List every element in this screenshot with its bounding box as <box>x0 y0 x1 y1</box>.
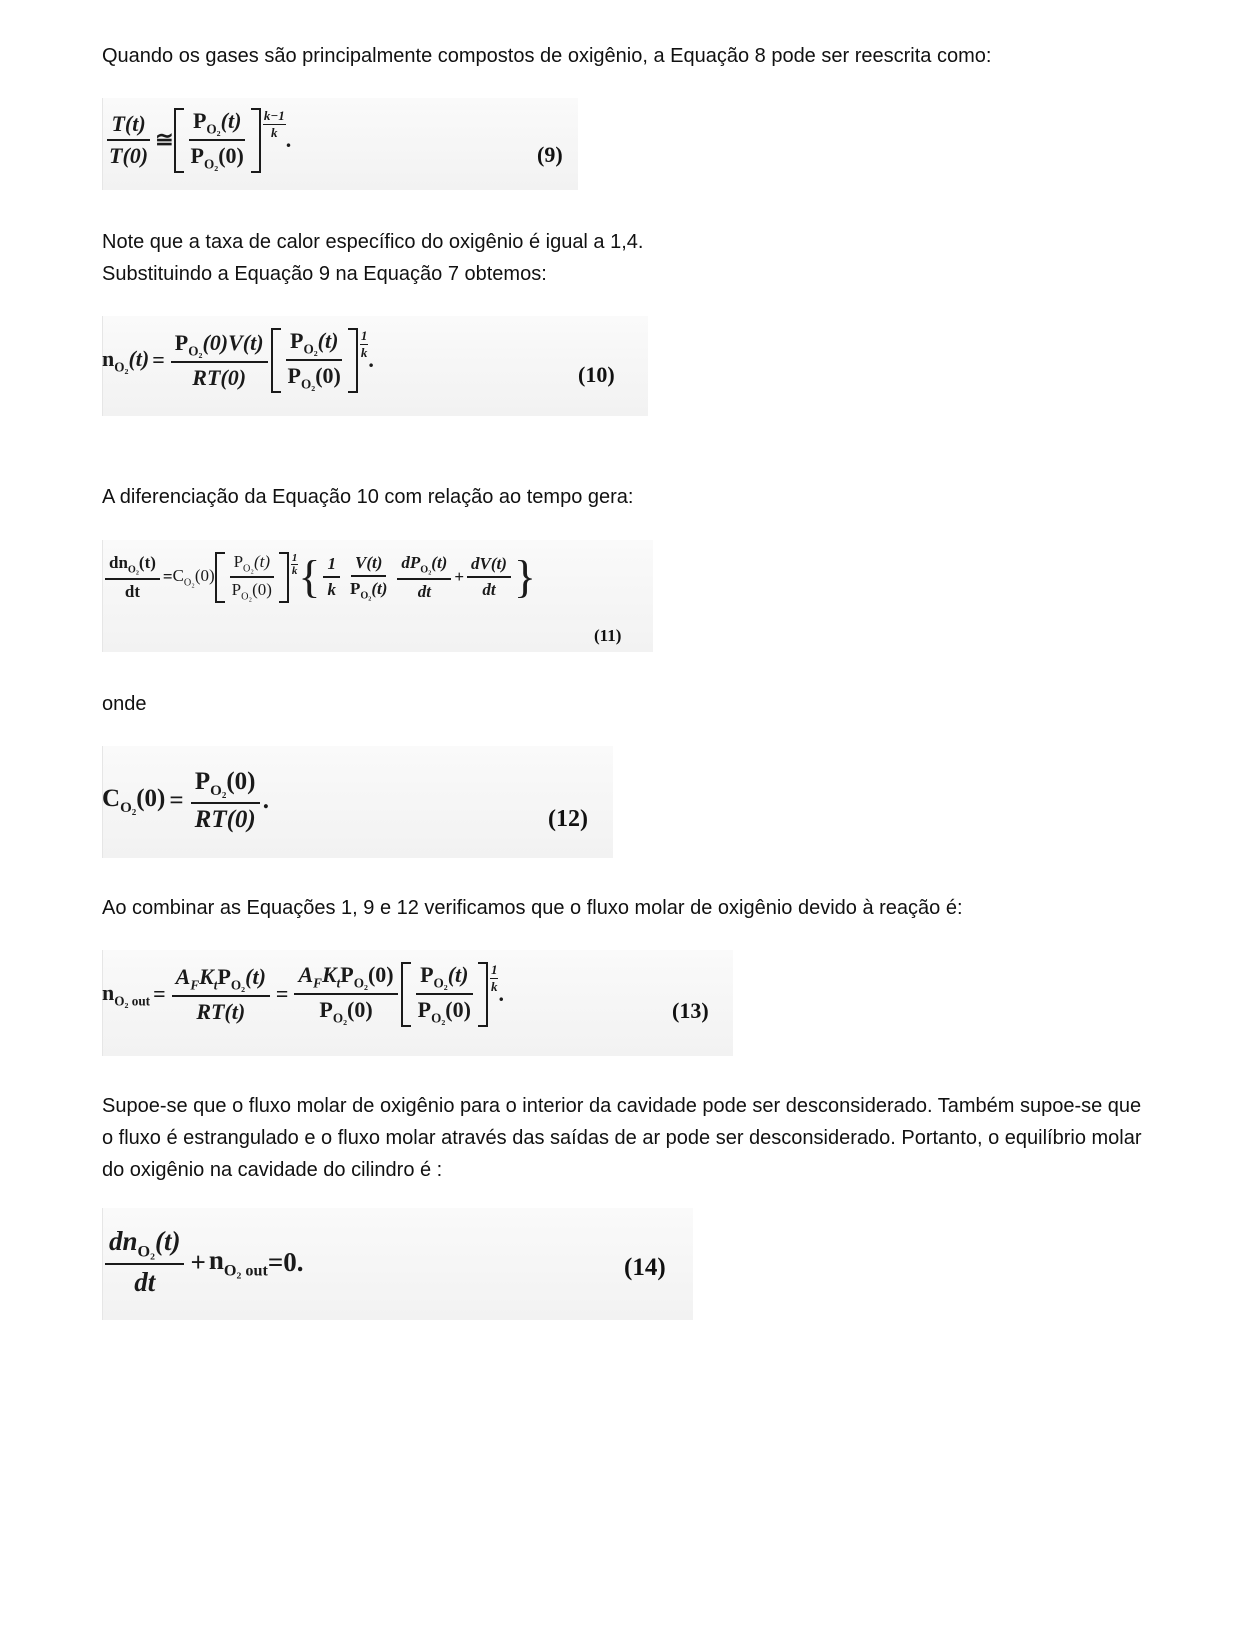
equation-9-number: (9) <box>537 142 563 167</box>
eq13-period: . <box>498 981 504 1007</box>
eq13-pressure-subscript: O₂ <box>230 977 246 993</box>
eq10-bracket-denominator-subscript: O₂ <box>301 376 316 392</box>
eq13-rate-subscript-2: t <box>336 975 341 991</box>
eq11-bracket-numerator-symbol: P <box>233 552 244 571</box>
eq13-fraction-1 <box>172 964 270 1025</box>
eq9-lhs-fraction <box>105 111 152 169</box>
eq10-exponent-numerator: 1 <box>360 328 368 343</box>
eq11-exponent-denominator: k <box>291 565 298 577</box>
eq11-volume-over-pressure <box>346 553 391 601</box>
eq11-exponent <box>291 552 299 577</box>
eq9-exponent <box>263 108 286 141</box>
eq12-period: . <box>262 787 269 814</box>
eq9-bracket-numerator-symbol: P <box>192 108 207 133</box>
eq13-rate-subscript: t <box>213 977 218 993</box>
eq9-bracket-numerator-subscript: O₂ <box>206 121 221 137</box>
eq13-bracket-denominator-arg: (0) <box>445 997 471 1023</box>
eq10-bracket-numerator-arg: (t) <box>317 328 339 353</box>
eq9-lhs-numerator: T(t) <box>107 111 149 141</box>
eq13-denominator-1: RT(t) <box>196 999 246 1025</box>
eq13-lhs-symbol: n <box>102 979 115 1005</box>
eq11-lhs-fraction <box>105 553 160 601</box>
eq13-pressure-arg: (t) <box>245 963 266 989</box>
eq10-bracket-numerator-symbol: P <box>289 328 304 353</box>
eq13-denominator-2-symbol: P <box>319 997 333 1023</box>
eq14-flux-subscript: O₂ out <box>223 1260 268 1279</box>
eq10-numerator-arg: (0)V(t) <box>202 329 264 355</box>
eq11-volume-derivative-numerator: dV(t) <box>467 554 511 578</box>
eq11-pressure-derivative-denominator: dt <box>417 581 431 601</box>
paragraph-intro-eq9: Quando os gases são principalmente compostos de oxigênio, a Equação 8 pode ser reescrita como: <box>102 45 992 67</box>
equation-14 <box>102 1226 304 1298</box>
eq13-exponent-numerator: 1 <box>490 962 498 977</box>
equation-12 <box>102 768 269 834</box>
eq11-bracket-denominator-symbol: P <box>231 580 242 600</box>
eq10-lhs-arg: (t) <box>128 345 150 371</box>
eq13-pressure-subscript-2: O₂ <box>353 975 368 991</box>
eq13-bracket <box>401 962 488 1027</box>
eq9-bracket-numerator-arg: (t) <box>220 108 242 133</box>
eq12-numerator-subscript: O₂ <box>210 783 227 799</box>
paragraph-substitution: Substituindo a Equação 9 na Equação 7 obtemos: <box>102 263 547 285</box>
eq11-bracket-numerator-arg: (t) <box>253 552 270 571</box>
eq9-lhs-denominator: T(0) <box>109 143 149 169</box>
eq11-pressure-derivative-arg: (t) <box>431 553 448 573</box>
eq11-one-over-k-numerator: 1 <box>323 554 340 578</box>
eq11-volume-derivative <box>467 554 511 600</box>
eq13-denominator-2-arg: (0) <box>347 997 373 1023</box>
paragraph-assumptions: Supoe-se que o fluxo molar de oxigênio para o interior da cavidade pode ser desconsiderado. Também supoe-se que o fluxo é estrangulado e o fluxo molar através das saídas de ar pode ser desconsiderado. Portanto, o equilíbrio molar do oxigênio na cavidade do cilindro é : <box>102 1095 1142 1181</box>
paragraph-specific-heat-note: Note que a taxa de calor específico do oxigênio é igual a 1,4. <box>102 231 644 253</box>
eq9-bracket-denominator-symbol: P <box>190 143 204 169</box>
eq11-close-brace: } <box>513 551 536 603</box>
equation-11 <box>102 552 536 603</box>
eq9-exponent-numerator: k−1 <box>263 108 285 123</box>
eq11-volume-derivative-denominator: dt <box>482 580 496 600</box>
eq11-concentration-symbol: C <box>172 566 184 586</box>
eq14-numerator-symbol: dn <box>109 1226 138 1256</box>
eq13-denominator-2-subscript: O₂ <box>332 1010 348 1026</box>
eq13-pressure-symbol: P <box>217 963 231 989</box>
equation-13 <box>102 962 504 1027</box>
eq11-pressure-derivative-symbol: dP <box>401 553 421 573</box>
eq13-lhs-subscript: O₂ out <box>114 993 151 1009</box>
eq13-exponent <box>490 962 499 995</box>
eq11-bracket-denominator-subscript: O₂ <box>241 591 253 603</box>
eq12-relation: = <box>169 787 184 814</box>
eq10-lhs-symbol: n <box>102 345 115 371</box>
eq11-lhs-numerator-arg: (t) <box>138 553 156 573</box>
equation-9 <box>102 108 291 173</box>
eq13-bracket-numerator-symbol: P <box>420 962 434 987</box>
eq9-relation: ≅ <box>155 127 174 153</box>
paragraph-onde: onde <box>102 693 147 715</box>
eq10-numerator-subscript: O₂ <box>188 343 203 359</box>
eq11-bracket-denominator-arg: (0) <box>252 580 272 600</box>
eq13-pressure-arg-2: (0) <box>367 962 394 987</box>
eq10-bracket-denominator-symbol: P <box>287 363 301 389</box>
equation-10-number: (10) <box>578 362 615 387</box>
eq12-lhs-symbol: C <box>102 785 121 812</box>
eq13-pressure-symbol-2: P <box>340 962 354 987</box>
eq10-exponent-denominator: k <box>360 345 368 360</box>
eq14-plus: + <box>190 1246 206 1277</box>
eq12-lhs-subscript: O₂ <box>120 800 137 816</box>
eq10-bracket-denominator-arg: (0) <box>315 363 341 389</box>
eq9-exponent-denominator: k <box>271 125 278 140</box>
eq14-numerator-arg: (t) <box>154 1226 181 1256</box>
eq9-period: . <box>285 127 292 153</box>
eq13-bracket-denominator-subscript: O₂ <box>431 1010 446 1026</box>
eq11-pressure-symbol: P <box>349 579 361 599</box>
paragraph-differentiation: A diferenciação da Equação 10 com relação ao tempo gera: <box>102 486 634 508</box>
eq11-one-over-k-denominator: k <box>327 580 336 600</box>
eq10-period: . <box>368 347 374 373</box>
eq12-denominator: RT(0) <box>194 806 256 833</box>
eq13-fraction-2 <box>294 962 397 1027</box>
eq13-area-subscript-2: F <box>313 975 322 991</box>
equation-10 <box>102 328 374 393</box>
eq10-numerator-symbol: P <box>174 329 189 355</box>
eq12-numerator-arg: (0) <box>226 768 256 795</box>
eq12-fraction <box>191 768 260 834</box>
eq11-lhs-numerator-symbol: dn <box>109 553 128 573</box>
eq13-exponent-denominator: k <box>490 979 498 994</box>
eq13-area-symbol-2: A <box>298 962 314 987</box>
eq14-denominator: dt <box>134 1267 156 1298</box>
eq11-bracket-numerator-subscript: O₂ <box>243 563 254 575</box>
eq13-bracket-numerator-subscript: O₂ <box>433 975 448 991</box>
eq11-bracket <box>215 552 289 603</box>
eq13-relation-1: = <box>153 981 166 1007</box>
eq13-bracket-numerator-arg: (t) <box>447 962 469 987</box>
eq9-bracket-denominator-arg: (0) <box>218 143 244 169</box>
eq11-exponent-numerator: 1 <box>291 552 298 564</box>
eq11-volume-over-pressure-numerator: V(t) <box>351 553 386 577</box>
eq12-numerator-symbol: P <box>194 768 211 795</box>
eq13-rate-symbol-2: K <box>321 962 337 987</box>
equation-14-number: (14) <box>624 1254 666 1281</box>
eq10-bracket-numerator-subscript: O₂ <box>303 341 318 357</box>
eq14-flux-symbol: n <box>208 1244 224 1275</box>
eq14-rhs: =0. <box>267 1246 304 1277</box>
eq14-fraction <box>105 1226 184 1298</box>
eq11-pressure-subscript: O₂ <box>360 590 372 602</box>
eq13-area-subscript: F <box>190 977 200 993</box>
eq10-relation: = <box>152 347 165 373</box>
eq11-pressure-derivative-subscript: O₂ <box>420 564 432 576</box>
eq11-pressure-derivative <box>397 553 451 601</box>
eq11-relation: = <box>162 567 173 587</box>
eq11-pressure-arg: (t) <box>371 579 388 599</box>
equation-11-number: (11) <box>594 626 622 645</box>
eq11-plus: + <box>454 567 465 587</box>
eq10-lhs-subscript: O₂ <box>114 359 129 375</box>
eq10-exponent <box>360 328 369 361</box>
paragraph-molar-flux: Ao combinar as Equações 1, 9 e 12 verificamos que o fluxo molar de oxigênio devido à reação é: <box>102 897 963 919</box>
eq9-bracket-denominator-subscript: O₂ <box>203 156 219 172</box>
eq10-fraction <box>171 330 268 391</box>
eq11-concentration-arg: (0) <box>194 566 215 586</box>
eq10-denominator: RT(0) <box>192 365 247 391</box>
eq11-one-over-k <box>323 554 340 600</box>
eq11-lhs-denominator: dt <box>124 581 140 601</box>
equation-12-number: (12) <box>548 806 588 832</box>
eq9-bracket <box>174 108 261 173</box>
eq14-numerator-subscript: O₂ <box>137 1242 155 1261</box>
eq11-concentration-subscript: O₂ <box>183 577 195 589</box>
eq11-lhs-numerator-subscript: O₂ <box>127 564 139 576</box>
eq13-bracket-denominator-symbol: P <box>417 997 432 1023</box>
eq11-open-brace: { <box>298 551 321 603</box>
eq12-lhs-arg: (0) <box>136 785 166 812</box>
eq10-bracket <box>271 328 358 393</box>
eq13-rate-symbol: K <box>199 963 214 989</box>
equation-13-number: (13) <box>672 998 709 1023</box>
eq13-relation-2: = <box>275 981 289 1007</box>
eq13-area-symbol: A <box>175 963 191 989</box>
